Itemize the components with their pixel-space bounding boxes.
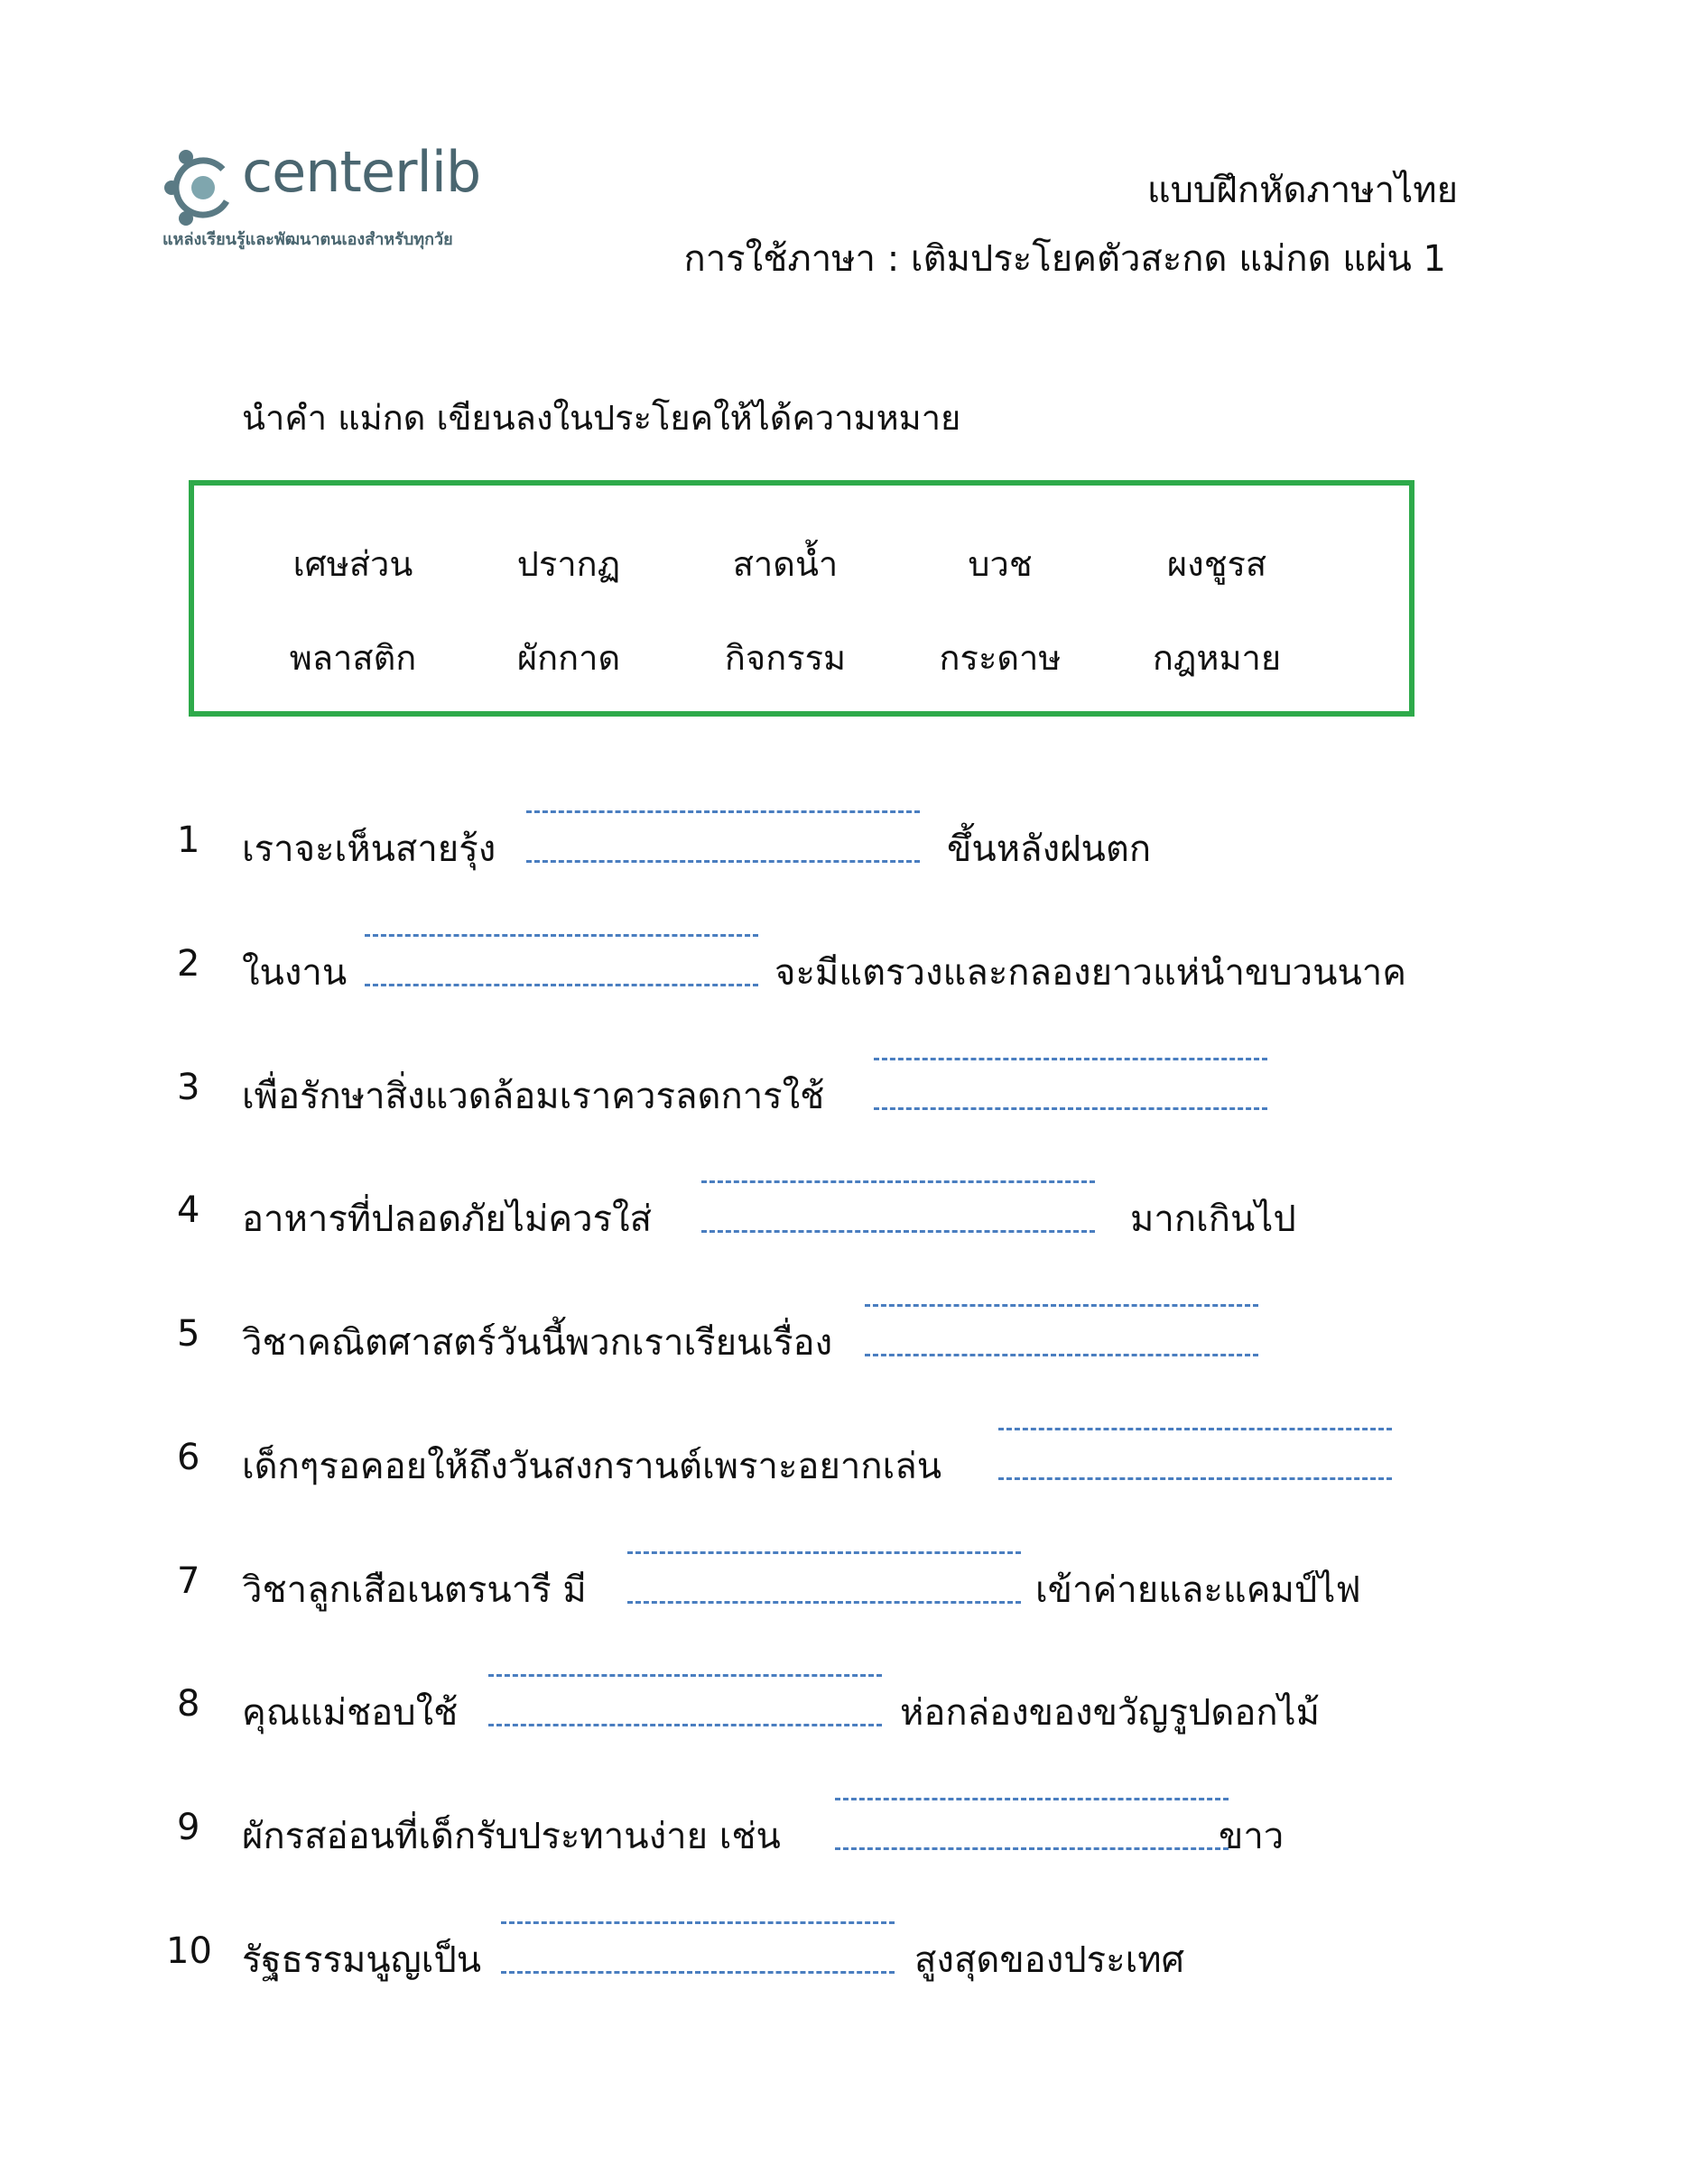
question-9 [0,1807,1688,1906]
question-number: 8 [177,1683,200,1725]
word-bank-word: กิจกรรม [724,638,847,678]
question-1 [0,819,1688,919]
question-number: 9 [177,1807,200,1848]
question-text-before: รัฐธรรมนูญเป็น [242,1939,482,1981]
question-number: 6 [177,1437,200,1478]
word-bank-word: ปรากฏ [516,544,621,584]
question-2 [0,943,1688,1042]
question-text-before: เพื่อรักษาสิ่งแวดล้อมเราควรลดการใช้ [242,1076,825,1117]
word-bank-word: กฎหมาย [1152,638,1282,678]
answer-blank[interactable] [874,1058,1267,1110]
word-bank-word: ผงชูรส [1166,544,1267,584]
question-7 [0,1560,1688,1660]
question-text-before: ในงาน [242,952,348,994]
question-text-before: เราจะเห็นสายรุ้ง [242,828,496,870]
question-text-after: ห่อกล่องของขวัญรูปดอกไม้ [900,1692,1321,1734]
question-text-after: เข้าค่ายและแคมป์ไฟ [1035,1569,1361,1611]
question-text-before: อาหารที่ปลอดภัยไม่ควรใส่ [242,1198,653,1240]
word-bank-word: กระดาษ [939,638,1062,678]
centerlib-logo [162,139,542,262]
worksheet-title: แบบฝึกหัดภาษาไทย [1146,170,1458,211]
answer-blank[interactable] [365,934,758,986]
word-bank-word: เศษส่วน [292,544,413,584]
question-text-before: วิชาคณิตศาสตร์วันนี้พวกเราเรียนเรื่อง [242,1322,833,1364]
question-text-after: จะมีแตรวงและกลองยาวแห่นำขบวนนาค [774,952,1406,994]
answer-blank[interactable] [501,1921,895,1974]
question-number: 1 [177,819,200,861]
question-text-after: ขาว [1219,1816,1285,1857]
question-text-after: มากเกินไป [1130,1198,1296,1240]
question-text-before: ผักรสอ่อนที่เด็กรับประทานง่าย เช่น [242,1816,781,1857]
question-number: 7 [177,1560,200,1602]
question-text-after: ขึ้นหลังฝนตก [947,828,1152,870]
word-bank-word: บวช [968,544,1033,584]
instruction-text: นำคำ แม่กด เขียนลงในประโยคให้ได้ความหมาย [242,398,961,438]
question-number: 3 [177,1067,200,1108]
answer-blank[interactable] [865,1304,1258,1356]
worksheet-subtitle: การใช้ภาษา : เติมประโยคตัวสะกด แม่กด แผ่น 1 [683,238,1446,280]
question-number: 4 [177,1189,200,1231]
question-number: 5 [177,1313,200,1355]
question-6 [0,1437,1688,1536]
question-text-after: สูงสุดของประเทศ [914,1939,1185,1981]
question-number: 10 [166,1930,212,1972]
word-bank-word: ผักกาด [516,638,621,678]
word-bank-word: พลาสติก [289,638,417,678]
question-8 [0,1683,1688,1782]
question-number: 2 [177,943,200,985]
question-10 [0,1930,1688,2030]
answer-blank[interactable] [835,1798,1229,1850]
answer-blank[interactable] [526,810,920,863]
molecule-logo-icon [162,144,244,235]
question-3 [0,1067,1688,1166]
answer-blank[interactable] [488,1674,882,1726]
word-bank-box [189,480,1414,717]
answer-blank[interactable] [627,1551,1021,1604]
logo-wordmark: centerlib [242,139,481,205]
word-bank-word: สาดน้ำ [732,544,839,584]
question-text-before: คุณแม่ชอบใช้ [242,1692,459,1734]
question-4 [0,1189,1688,1289]
logo-tagline: แหล่งเรียนรู้และพัฒนาตนเองสำหรับทุกวัย [162,230,453,249]
question-5 [0,1313,1688,1412]
question-text-before: วิชาลูกเสือเนตรนารี มี [242,1569,587,1611]
question-text-before: เด็กๆรอคอยให้ถึงวันสงกรานต์เพราะอยากเล่น [242,1446,942,1487]
answer-blank[interactable] [701,1180,1095,1233]
answer-blank[interactable] [998,1428,1392,1480]
